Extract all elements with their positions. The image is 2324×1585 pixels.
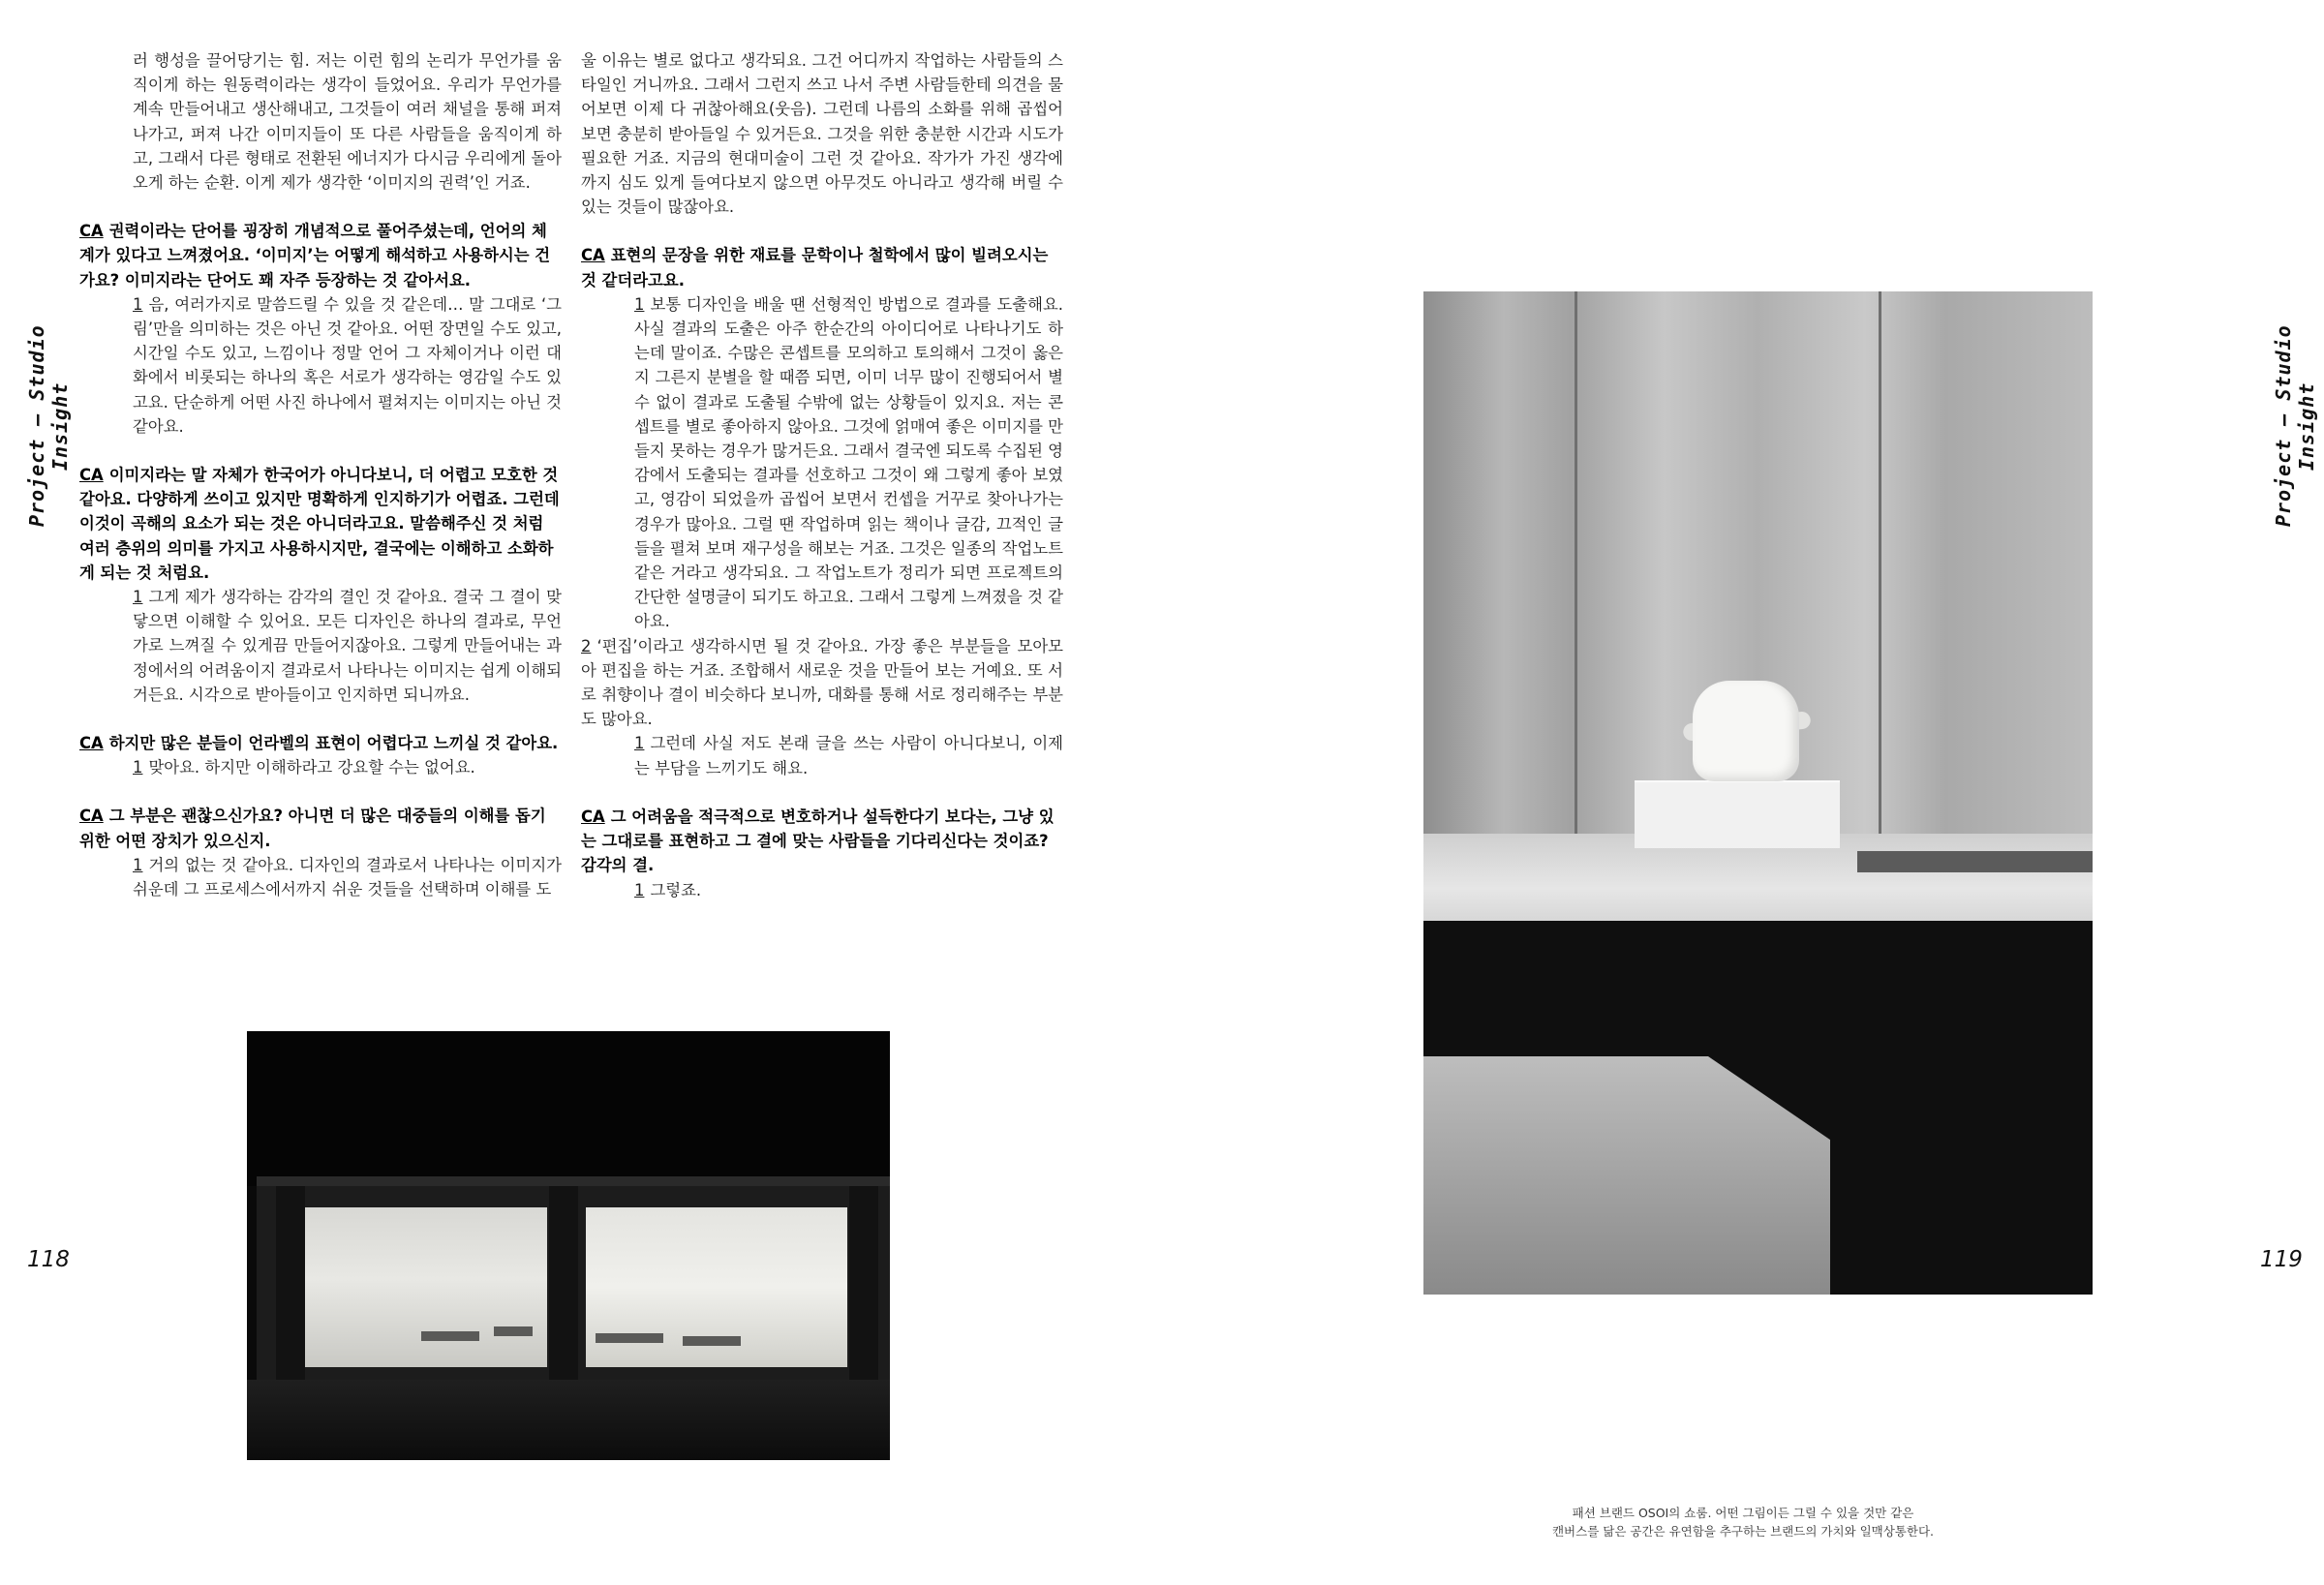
interview-question <box>79 219 562 292</box>
continued-paragraph: 러 행성을 끌어당기는 힘. 저는 이런 힘의 논리가 무언가를 움직이게 하는 원동력이라는 생각이 들었어요. 우리가 무언가를 계속 만들어내고 생산해내고, 그것들이 여러 채널을 통해 퍼져나가고, 퍼져 나간 이미지들이 또 다른 사람들을 움직이게 하고, 그래서 다른 형태로 전환된 에너지가 다시금 우리에게 돌아오게 하는 순환. 이게 제가 생각한 ‘이미지의 권력’인 거죠. <box>133 51 562 193</box>
interview-question <box>581 243 1063 291</box>
showroom-night-exterior-photo <box>247 1031 890 1460</box>
interviewer-tag: CA <box>79 807 104 826</box>
qa-block <box>581 805 1063 902</box>
question-text: 이미지라는 말 자체가 한국어가 아니다보니, 더 어렵고 모호한 것 같아요. 다양하게 쓰이고 있지만 명확하게 인지하기가 어렵죠. 그런데 이것이 곡해의 요소가 되는 것은 아니더라고요. 말씀해주신 것 처럼 여러 층위의 의미를 가지고 사용하시지만, 결국에는 이해하고 소화하게 되는 것 처럼요. <box>79 466 560 582</box>
interview-question <box>79 731 562 755</box>
interview-answer <box>79 853 562 901</box>
interview-answer <box>79 292 562 439</box>
interview-answer <box>79 755 562 779</box>
caption-line: 패션 브랜드 OSOI의 쇼룸. 어떤 그림이든 그릴 수 있을 것만 같은 <box>1572 1506 1914 1520</box>
qa-block <box>79 219 562 439</box>
answer-text: 거의 없는 것 같아요. 디자인의 결과로서 나타나는 이미지가 쉬운데 그 프로세스에서까지 쉬운 것들을 선택하며 이해를 도 <box>133 855 562 899</box>
caption-line: 캔버스를 닮은 공간은 유연함을 추구하는 브랜드의 가치와 일맥상통한다. <box>1551 1524 1935 1539</box>
running-section-label: Project – Studio Insight <box>25 324 72 528</box>
answer-text: 맞아요. 하지만 이해하라고 강요할 수는 없어요. <box>148 758 475 777</box>
answer-text: 보통 디자인을 배울 땐 선형적인 방법으로 결과를 도출해요. 사실 결과의 도출은 아주 한순간의 아이디어로 나타나기도 하는데 말이죠. 수많은 콘셉트를 모의하고 토의해서 그것이 옳은지 그른지 분별을 할 때쯤 되면, 이미 너무 많이 진행되어서 별수 없이 결과로 도출될 수밖에 없는 상황들이 있지요. 저는 콘셉트를 별로 좋아하지 않아요. 그것에 얽매여 좋은 이미지를 만들지 못하는 경우가 많거든요. 그래서 결국엔 되도록 수집된 영감에서 도출되는 결과를 선호하고 그것이 왜 그렇게 좋아 보였고, 영감이 되었을까 곱씹어 보면서 컨셉을 거꾸로 찾아나가는 경우가 많아요. 그럴 땐 작업하며 읽는 책이나 글감, 끄적인 글들을 펼쳐 보며 재구성을 해보는 거죠. 그것은 일종의 작업노트 같은 거라고 생각되요. 그 작업노트가 정리가 되면 프로젝트의 간단한 설명글이 되기도 하고요. 그래서 그렇게 느껴졌을 것 같아요. <box>634 294 1063 631</box>
text-column-2 <box>581 48 1063 927</box>
interview-answer <box>581 878 1063 902</box>
interview-answer <box>79 585 562 707</box>
question-text: 권력이라는 단어를 굉장히 개념적으로 풀어주셨는데, 언어의 체계가 있다고 느껴졌어요. ‘이미지’는 어떻게 해석하고 사용하시는 건가요? 이미지라는 단어도 꽤 자주 등장하는 것 같아서요. <box>79 222 551 290</box>
question-text: 하지만 많은 분들이 언라벨의 표현이 어렵다고 느끼실 것 같아요. <box>108 734 559 753</box>
qa-block <box>79 731 562 779</box>
speaker-number: 2 <box>581 636 592 655</box>
text-column-1 <box>79 48 562 926</box>
interview-question <box>581 805 1063 878</box>
interview-question <box>79 463 562 585</box>
interviewer-tag: CA <box>79 734 104 753</box>
speaker-number: 1 <box>133 294 143 314</box>
speaker-number: 1 <box>133 855 143 874</box>
question-text: 그 부분은 괜찮으신가요? 아니면 더 많은 대중들의 이해를 돕기 위한 어떤 장치가 있으신지. <box>79 807 546 850</box>
qa-block <box>581 243 1063 779</box>
running-section-label: Project – Studio Insight <box>2272 324 2318 528</box>
speaker-number: 1 <box>634 880 645 899</box>
qa-block <box>79 463 562 707</box>
answer-text: 그런데 사실 저도 본래 글을 쓰는 사람이 아니다보니, 이제는 부담을 느끼기도 해요. <box>634 734 1063 777</box>
interviewer-tag: CA <box>79 222 104 241</box>
question-text: 그 어려움을 적극적으로 변호하거나 설득한다기 보다는, 그냥 있는 그대로를 표현하고 그 결에 맞는 사람들을 기다리신다는 것이죠? 감각의 결. <box>581 807 1055 875</box>
speaker-number: 1 <box>133 758 143 777</box>
interview-answer <box>581 731 1063 779</box>
interview-answer <box>581 292 1063 634</box>
answer-text: 음, 여러가지로 말씀드릴 수 있을 것 같은데… 말 그대로 ‘그림’만을 의미하는 것은 아닌 것 같아요. 어떤 장면일 수도 있고, 시간일 수도 있고, 느낌이나 정말 언어 그 자체이거나 이런 대화에서 비롯되는 하나의 혹은 서로가 생각하는 영감일 수도 있고요. 단순하게 어떤 사진 하나에서 펼쳐지는 이미지는 아닌 것 같아요. <box>133 294 562 436</box>
continued-paragraph: 울 이유는 별로 없다고 생각되요. 그건 어디까지 작업하는 사람들의 스타일인 거니까요. 그래서 그런지 쓰고 나서 주변 사람들한테 의견을 물어보면 이제 다 귀찮아해요(웃음). 그런데 나름의 소화를 위해 곱씹어 보면 충분히 받아들일 수 있거든요. 그것을 위한 충분한 시간과 시도가 필요한 거죠. 지금의 현대미술이 그런 것 같아요. 작가가 가진 생각에까지 심도 있게 들여다보지 않으면 아무것도 아니라고 생각해 버릴 수 있는 것들이 많잖아요. <box>581 51 1063 217</box>
photo-caption <box>1491 1504 1995 1540</box>
speaker-number: 1 <box>634 734 645 753</box>
page-number-right: 119 <box>2260 1247 2303 1272</box>
qa-block <box>79 804 562 901</box>
answer-text: ‘편집’이라고 생각하시면 될 것 같아요. 가장 좋은 부분들을 모아모아 편집을 하는 거죠. 조합해서 새로운 것을 만들어 보는 거예요. 또 서로 취향이나 결이 비슷하다 보니까, 대화를 통해 서로 정리해주는 부분도 많아요. <box>581 636 1063 729</box>
answer-text: 그게 제가 생각하는 감각의 결인 것 같아요. 결국 그 결이 맞닿으면 이해할 수 있어요. 모든 디자인은 하나의 결과로, 무언가로 느껴질 수 있게끔 만들어지잖아요. 그렇게 만들어내는 과정에서의 어려움이지 결과로서 나타나는 이미지는 쉽게 이해되거든요. 시각으로 받아들이고 인지하면 되니까요. <box>133 588 562 704</box>
right-page <box>1162 0 2324 1585</box>
answer-text: 그렇죠. <box>650 880 702 899</box>
interviewer-tag: CA <box>79 466 104 485</box>
speaker-number: 1 <box>133 588 143 607</box>
question-text: 표현의 문장을 위한 재료를 문학이나 철학에서 많이 빌려오시는 것 같더라고요. <box>581 246 1049 290</box>
showroom-interior-photo <box>1423 291 2093 1295</box>
interviewer-tag: CA <box>581 246 605 265</box>
interview-answer <box>581 634 1063 732</box>
speaker-number: 1 <box>634 294 645 314</box>
interview-question <box>79 804 562 852</box>
interviewer-tag: CA <box>581 807 605 826</box>
page-number-left: 118 <box>27 1247 70 1272</box>
